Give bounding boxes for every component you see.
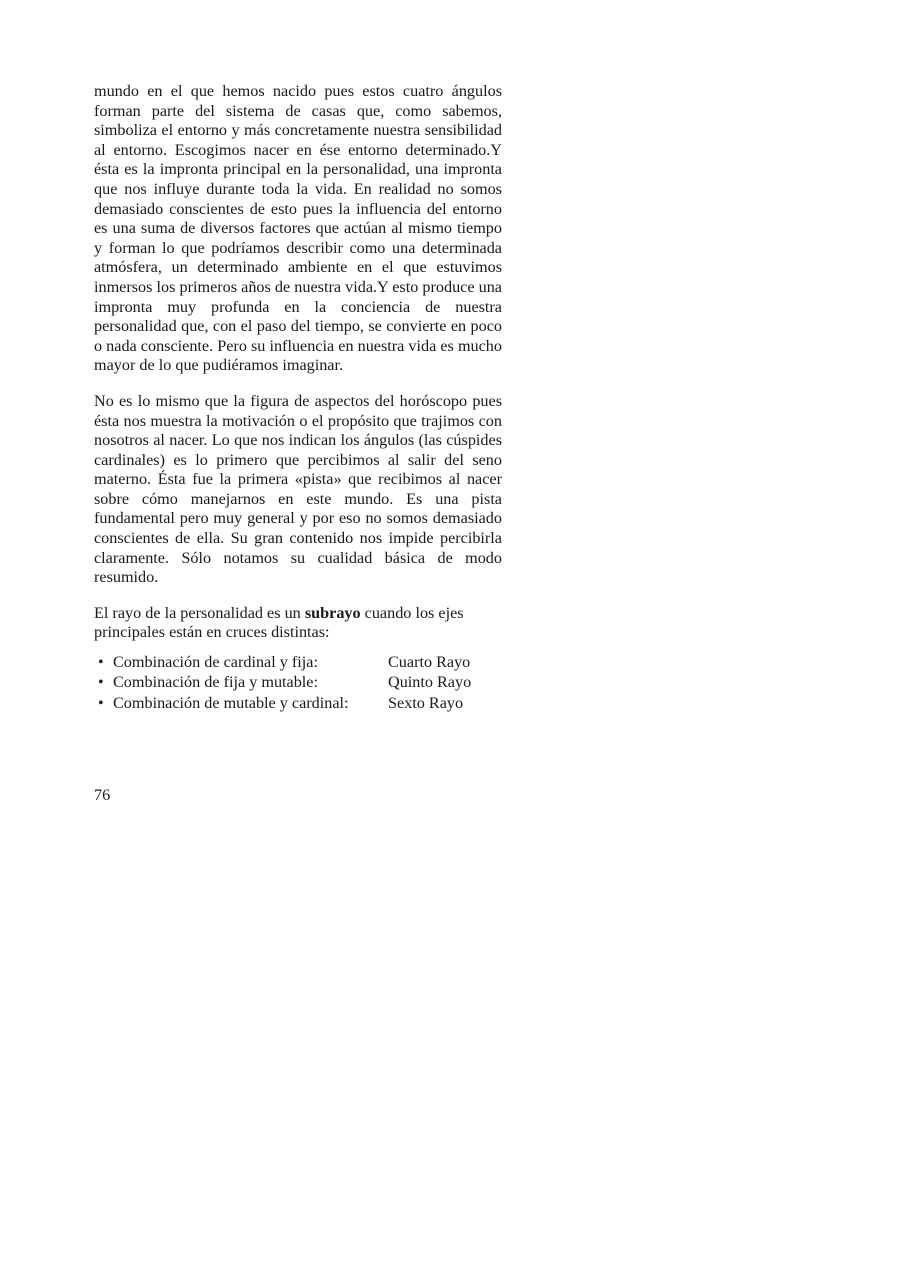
bullet-icon: • <box>98 653 104 672</box>
list-item-label: Combinación de cardinal y fija: <box>113 653 318 672</box>
list-item-value: Sexto Rayo <box>388 693 464 712</box>
text-column <box>94 82 502 714</box>
list-item <box>94 653 502 673</box>
list-item-value: Cuarto Rayo <box>388 653 471 672</box>
list-item <box>94 694 502 714</box>
list-item-value: Quinto Rayo <box>388 673 472 692</box>
paragraph-aspectos: No es lo mismo que la figura de aspectos del horóscopo pues ésta nos muestra la motivación o el propósito que trajimos con nosotros al nacer. Lo que nos indican los ángulos (las cúspides cardinales) es lo primero que percibimos al salir del seno materno. Ésta fue la primera «pista» que recibimos al nacer sobre cómo manejarnos en este mundo. Es una pista fundamental pero muy general y por eso no somos demasiado conscientes de ella. Su gran contenido nos impide percibirla claramente. Sólo notamos su cualidad básica de modo resumido. <box>94 391 502 587</box>
list-item <box>94 673 502 693</box>
paragraph-entorno: mundo en el que hemos nacido pues estos cuatro ángulos forman parte del sistema de casas que, como sabemos, simboliza el entorno y más concretamente nuestra sensibilidad al entorno. Escogimos nacer en ése entorno determinado.Y ésta es la impronta principal en la personalidad, una impronta que nos influye durante toda la vida. En realidad no somos demasiado conscientes de esto pues la influencia del entorno es una suma de diversos factores que actúan al mismo tiempo y forman lo que podríamos describir como una determinada atmósfera, un determinado ambiente en el que estuvimos inmersos los primeros años de nuestra vida.Y esto produce una impronta muy profunda en la conciencia de nuestra personalidad que, con el paso del tiempo, se convierte en poco o nada consciente. Pero su influencia en nuestra vida es mucho mayor de lo que pudiéramos imaginar. <box>94 82 502 375</box>
bullet-icon: • <box>98 673 104 692</box>
ray-combination-list <box>94 653 502 714</box>
bullet-icon: • <box>98 693 104 712</box>
page-number: 76 <box>94 786 111 804</box>
list-item-label: Combinación de fija y mutable: <box>113 673 318 692</box>
paragraph-subrayo-intro <box>94 604 502 643</box>
intro-bold-term: subrayo <box>304 603 361 622</box>
list-item-label: Combinación de mutable y cardinal: <box>113 693 349 712</box>
intro-text-before: El rayo de la personalidad es un <box>94 603 305 622</box>
intro-text-after: cuando los ejes principales están en cruces distintas: <box>94 603 464 642</box>
